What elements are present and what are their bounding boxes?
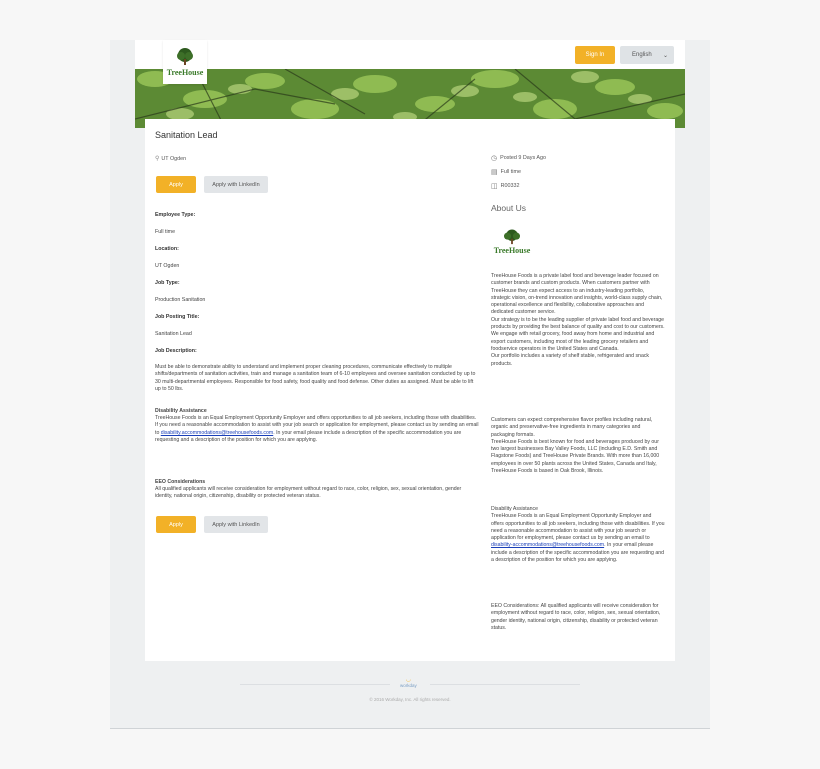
field-label: Job Posting Title: <box>155 314 200 320</box>
copyright-text: © 2016 Workday, Inc. All rights reserved. <box>369 697 451 702</box>
field-value: Full time <box>155 229 176 235</box>
apply-button[interactable]: Apply <box>156 176 196 193</box>
apply-linkedin-button-bottom[interactable]: Apply with LinkedIn <box>204 516 268 533</box>
time-type: ▤ Full time <box>491 169 521 176</box>
logo-text: TreeHouse <box>166 68 204 77</box>
language-label: English <box>632 52 652 58</box>
field-value: UT Ogden <box>155 263 180 269</box>
apply-linkedin-button[interactable]: Apply with LinkedIn <box>204 176 268 193</box>
apply-button-bottom[interactable]: Apply <box>156 516 196 533</box>
field-label: Job Type: <box>155 280 180 286</box>
description-label: Job Description: <box>155 348 197 354</box>
field-label: Location: <box>155 246 179 252</box>
footer-divider <box>240 684 390 685</box>
disability-heading: Disability Assistance <box>155 408 207 414</box>
workday-arc-icon: ◡ <box>405 677 411 683</box>
eeo-heading: EEO Considerations <box>155 479 206 485</box>
footer-divider <box>430 684 580 685</box>
posted-date: ◷ Posted 9 Days Ago <box>491 155 546 162</box>
document-icon: ▤ <box>491 169 498 176</box>
sign-in-button[interactable]: Sign In <box>575 46 615 64</box>
about-paragraph: Customers can expect comprehensive flavor profiles including natural, organic and preservative-free ingredients in many categories and packaging formats. TreeHouse Foods is best known for food and beverages produced by our two largest businesses Bay Valley Foods, LLC (including E.D. Smith and Flagstone Foods) and TreeHouse Private Brands. With more than 16,000 employees in over 50 plants across the United States, Canada and Italy, TreeHouse Foods is based in Oak Brook, Illinois. <box>491 417 660 475</box>
id-card-icon: ◫ <box>491 183 498 190</box>
about-paragraph: TreeHouse Foods is a private label food and beverage leader focused on customer brands and custom products. When customers partner with TreeHouse they can expect access to an industry-leading portfolio, strategic vision, on-trend innovation and insights, world-class supply chain, operational excellence and flexibility, collaborative approaches and dedicated customer service. Our strategy is to be the leading supplier of private label food and beverage products by providing the best balance of quality and cost to our customers. We engage with retail grocery, food away from home and industrial and export customers, including most of the leading grocery retailers and foodservice operators in the United States and Canada. Our portfolio includes a variety of shelf stable, refrigerated and snack products. <box>491 273 665 367</box>
language-select[interactable] <box>620 46 674 64</box>
job-title: Sanitation Lead <box>155 130 218 140</box>
about-heading: About Us <box>491 203 526 213</box>
location-pin-icon: ⚲ <box>155 156 160 162</box>
about-disability-email-link[interactable]: disability-accommodations@treehousefoods.com <box>491 542 605 549</box>
job-location <box>155 155 186 162</box>
about-logo-text: TreeHouse <box>493 246 531 255</box>
eeo-text: All qualified applicants will receive consideration for employment without regard to race, color, religion, sex, sexual orientation, gender identity, national origin, citizenship, disability or protected veteran status. <box>155 486 462 500</box>
field-value: Sanitation Lead <box>155 331 192 337</box>
field-label: Employee Type: <box>155 212 196 218</box>
job-description: Must be able to demonstrate ability to understand and implement proper cleaning procedures, communicate effectively to multiple shifts/departments of sanitation activities, train and manage a sanitation team of 6-10 employees and oversee sanitation conducted by up to 30 multi-departmental employees. Responsible for food safety, food quality and food defense. Other duties as assigned. Must be able to lift up to 50 lbs. <box>155 364 476 392</box>
about-logo <box>491 229 533 255</box>
company-logo[interactable] <box>163 40 207 84</box>
clock-icon: ◷ <box>491 155 498 162</box>
page-frame <box>110 40 710 729</box>
chevron-down-icon: ⌄ <box>662 52 668 59</box>
workday-logo[interactable]: ◡ workday <box>400 677 417 688</box>
location-text: UT Ogden <box>161 155 187 162</box>
tree-icon <box>175 47 195 67</box>
job-card <box>145 119 675 661</box>
field-value: Production Sanitation <box>155 297 206 303</box>
disability-text: TreeHouse Foods is an Equal Employment Opportunity Employer and offers opportunities to all job seekers, including those with disabilities. If you need a reasonable accommodation to assist with your job search or application for employment, please contact us by sending an email to disability.accommodations@treehousefoods.com. In your email please include a description of the specific accommodation you are requesting and a description of the position for which you are applying. <box>155 415 479 443</box>
about-disability-heading: Disability Assistance <box>491 506 538 512</box>
about-eeo: EEO Considerations: All qualified applicants will receive consideration for employment without regard to race, color, religion, sex, sexual orientation, gender identity, national origin, citizenship, disability or protected veteran status. <box>491 603 661 631</box>
disability-email-link[interactable]: disability.accommodations@treehousefoods.com <box>160 429 274 436</box>
requisition-id: ◫ R00332 <box>491 183 520 190</box>
tree-icon <box>503 229 521 245</box>
about-disability: Disability Assistance TreeHouse Foods is an Equal Employment Opportunity Employer and offers opportunities to all job seekers, including those with disabilities. If you need a reasonable accommodation to assist with your job search or application for employment, please contact us by sending an email to disability-accommodations@treehousefoods.com. In your email please include a description of the specific accommodation you are requesting and a description of the position for which you are applying. <box>491 506 665 564</box>
